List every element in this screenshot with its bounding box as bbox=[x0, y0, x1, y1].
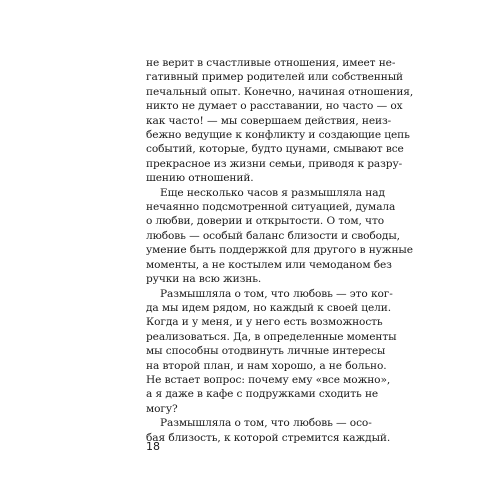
body-text bbox=[146, 56, 414, 445]
text-line: о любви, доверии и открытости. О том, что bbox=[146, 215, 384, 228]
text-line: да мы идем рядом, но каждый к своей цели. bbox=[146, 301, 392, 314]
text-line: любовь — особый баланс близости и свободы, bbox=[146, 229, 400, 242]
text-line: никто не думает о расставании, но часто — ох bbox=[146, 100, 403, 113]
text-line: шению отношений. bbox=[146, 172, 254, 185]
text-line: а я даже в кафе с подружками сходить не bbox=[146, 388, 379, 401]
text-line: моменты, а не костылем или чемоданом без bbox=[146, 258, 392, 271]
text-line: бежно ведущие к конфликту и создающие цепь bbox=[146, 129, 410, 142]
text-line: как часто! — мы совершаем действия, неиз- bbox=[146, 114, 392, 127]
text-line: ручки на всю жизнь. bbox=[146, 273, 262, 286]
paragraph-1 bbox=[146, 56, 414, 186]
text-line: мы способны отодвинуть личные интересы bbox=[146, 345, 386, 358]
text-line: реализоваться. Да, в определенные моменты bbox=[146, 330, 397, 343]
text-line: гативный пример родителей или собственный bbox=[146, 71, 403, 84]
text-line: могу? bbox=[146, 402, 178, 415]
text-line: Не встает вопрос: почему ему «все можно», bbox=[146, 373, 391, 386]
text-line: не верит в счастливые отношения, имеет не- bbox=[146, 57, 396, 69]
text-line: нечаянно подсмотренной ситуацией, думала bbox=[146, 201, 396, 214]
text-line: Размышляла о том, что любовь — осо- bbox=[160, 417, 372, 430]
text-line: Еще несколько часов я размышляла над bbox=[160, 186, 385, 199]
paragraph-2 bbox=[146, 186, 413, 287]
text-line: бая близость, к которой стремится каждый. bbox=[146, 431, 391, 444]
text-line: печальный опыт. Конечно, начиная отношения, bbox=[146, 85, 414, 98]
paragraph-3 bbox=[146, 287, 397, 417]
text-line: Размышляла о том, что любовь — это ког- bbox=[160, 287, 393, 300]
text-line: умение быть поддержкой для другого в нужные bbox=[146, 244, 413, 257]
paragraph-4 bbox=[146, 416, 391, 445]
text-line: событий, которые, будто цунами, смывают все bbox=[146, 143, 404, 156]
page-number: 18 bbox=[146, 440, 160, 453]
text-line: прекрасное из жизни семьи, приводя к разру- bbox=[146, 157, 403, 170]
text-line: Когда и у меня, и у него есть возможность bbox=[146, 316, 383, 329]
text-line: на второй план, и нам хорошо, а не больно. bbox=[146, 359, 387, 372]
